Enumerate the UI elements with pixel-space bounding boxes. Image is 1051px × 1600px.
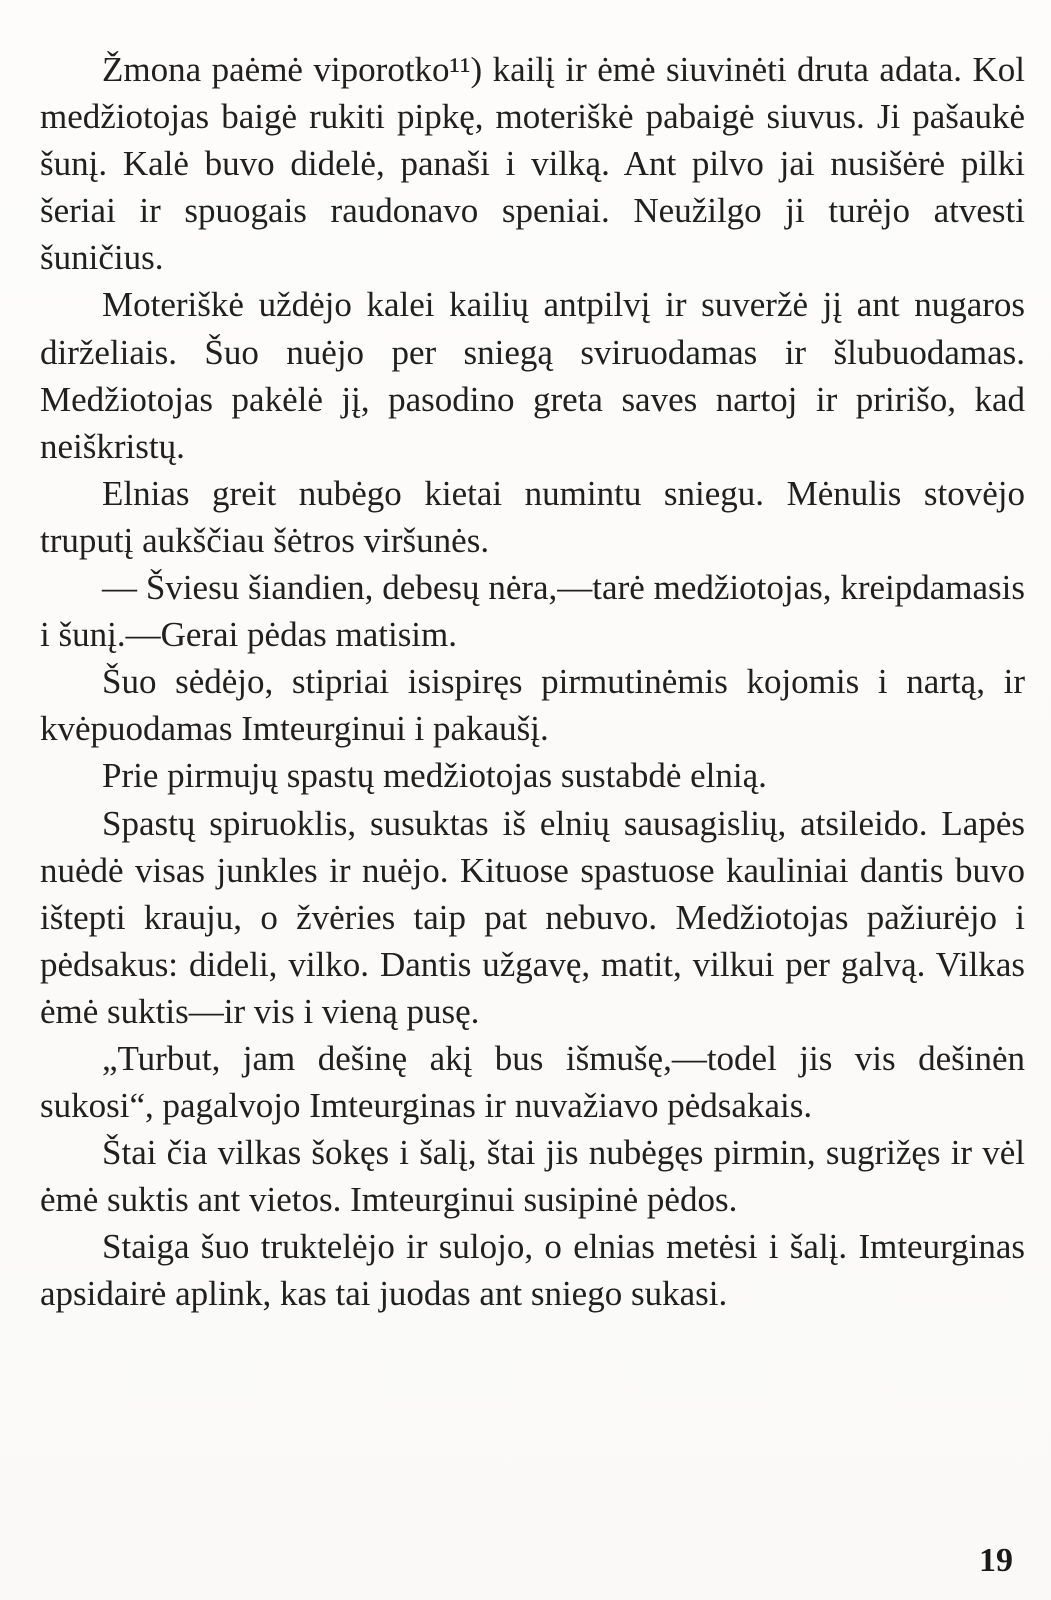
paragraph-1: Žmona paėmė viporotko¹¹) kailį ir ėmė siuvinėti druta adata. Kol medžiotojas baigė rukiti pipkę, moteriškė pabaigė siuvus. Ji pašaukė šunį. Kalė buvo didelė, panaši i vilką. Ant pilvo jai nusišėrė pilki šeriai ir spuogais raudonavo speniai. Neužilgo ji turėjo atvesti šuničius.	[40, 50, 1025, 278]
paragraph-4: — Šviesu šiandien, debesų nėra,—tarė medžiotojas, kreipdamasis i šunį.—Gerai pėdas matisim.	[40, 568, 1025, 655]
paragraph-9: Štai čia vilkas šokęs i šalį, štai jis nubėgęs pirmin, sugrižęs ir vėl ėmė suktis ant vietos. Imteurginui susipinė pėdos.	[40, 1133, 1025, 1220]
page-number: 19	[979, 1542, 1013, 1579]
paragraph-8: „Turbut, jam dešinę akį bus išmušę,—todel jis vis dešinėn sukosi“, pagalvojo Imteurginas ir nuvažiavo pėdsakais.	[40, 1038, 1025, 1126]
paragraph-7: Spastų spiruoklis, susuktas iš elnių sausagislių, atsileido. Lapės nuėdė visas junkles ir nuėjo. Kituose spastuose kauliniai dantis buvo ištepti krauju, o žvėries taip pat nebuvo. Medžiotojas pažiurėjo i pėdsakus: dideli, vilko. Dantis užgavę, matit, vilkui per galvą. Vilkas ėmė suktis—ir vis i vieną pusę.	[40, 803, 1025, 1031]
paragraph-2: Moteriškė uždėjo kalei kailių antpilvį ir suveržė jį ant nugaros dirželiais. Šuo nuėjo per sniegą sviruodamas ir šlubuodamas. Medžiotojas pakėlė jį, pasodino greta saves nartoj ir pririšo, kad neiškristų.	[40, 285, 1025, 466]
paragraph-10: Staiga šuo truktelėjo ir sulojo, o elnias metėsi i šalį. Imteurginas apsidairė aplink, kas tai juodas ant sniego sukasi.	[40, 1227, 1025, 1314]
paragraph-5: Šuo sėdėjo, stipriai isispiręs pirmutinėmis kojomis i nartą, ir kvėpuodamas Imteurginui i pakaušį.	[40, 662, 1025, 749]
paragraph-3: Elnias greit nubėgo kietai numintu sniegu. Mėnulis stovėjo truputį aukščiau šėtros viršunės.	[40, 473, 1025, 560]
paragraph-6: Prie pirmujų spastų medžiotojas sustabdė elnią.	[102, 756, 767, 796]
page-body-text	[40, 46, 1025, 1318]
